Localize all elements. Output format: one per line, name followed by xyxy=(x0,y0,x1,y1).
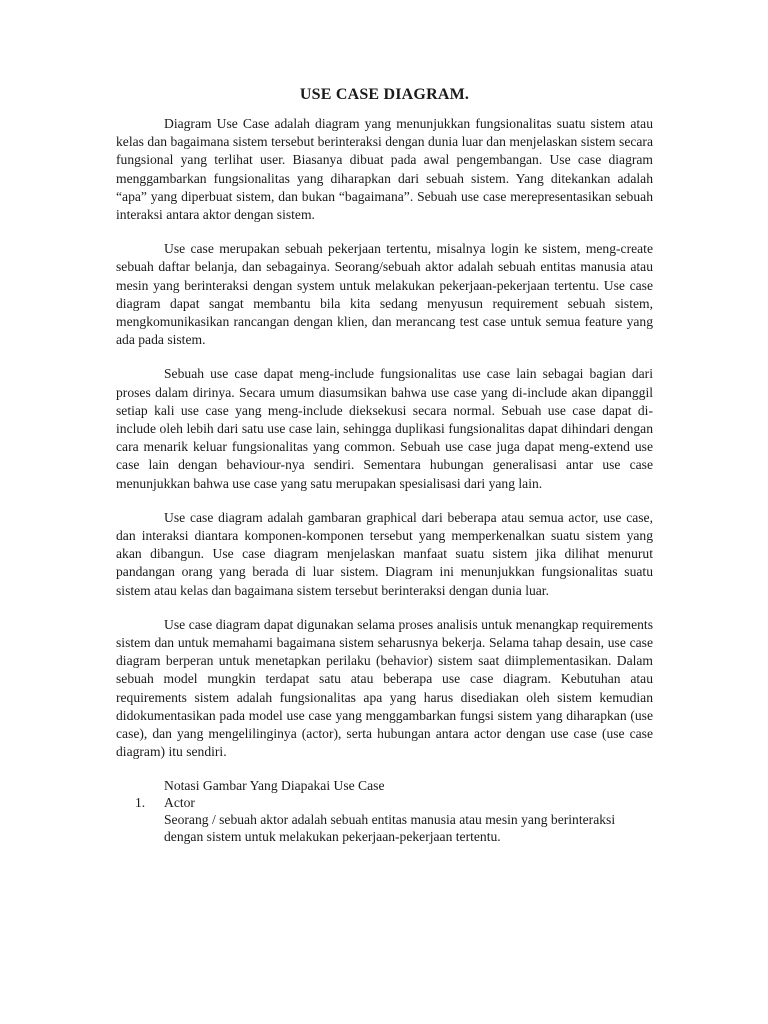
paragraph-1: Diagram Use Case adalah diagram yang menunjukkan fungsionalitas suatu sistem atau kelas dan bagaimana sistem tersebut berinteraksi dengan dunia luar dan menjelaskan sistem secara fungsional yang terlihat user. Biasanya dibuat pada awal pengembangan. Use case diagram menggambarkan fungsionalitas yang diharapkan dari sebuah sistem. Yang ditekankan adalah “apa” yang diperbuat sistem, dan bukan “bagaimana”. Sebuah use case merepresentasikan sebuah interaksi antara aktor dengan sistem. xyxy=(116,116,653,223)
list-item-term: Actor xyxy=(164,794,195,810)
paragraph-4: Use case diagram adalah gambaran graphical dari beberapa atau semua actor, use case, dan interaksi diantara komponen-komponen tersebut yang memperkenalkan suatu sistem yang akan dibangun. Use case diagram menjelaskan manfaat suatu sistem jika dilihat menurut pandangan orang yang berada di luar sistem. Diagram ini menunjukkan fungsionalitas suatu sistem atau kelas dan bagaimana sistem tersebut berinteraksi dengan dunia luar. xyxy=(116,509,653,598)
paragraph-3: Sebuah use case dapat meng-include fungsionalitas use case lain sebagai bagian dari proses dalam dirinya. Secara umum diasumsikan bahwa use case yang di-include akan dipanggil setiap kali use case yang meng-include dieksekusi secara normal. Sebuah use case dapat di-include oleh lebih dari satu use case lain, sehingga duplikasi fungsionalitas dapat dihindari dengan cara menarik keluar fungsionalitas yang common. Sebuah use case juga dapat meng-extend use case lain dengan behaviour-nya sendiri. Sementara hubungan generalisasi antar use case menunjukkan bahwa use case yang satu merupakan spesialisasi dari yang lain. xyxy=(116,366,653,491)
notation-item-actor xyxy=(116,794,653,845)
document-title: USE CASE DIAGRAM. xyxy=(299,86,470,103)
list-item-body xyxy=(164,794,653,845)
list-number: 1. xyxy=(135,794,146,810)
notation-heading: Notasi Gambar Yang Diapakai Use Case xyxy=(164,777,385,793)
notation-section xyxy=(116,777,653,845)
paragraph-5: Use case diagram dapat digunakan selama proses analisis untuk menangkap requirements sistem dan untuk memahami bagaimana sistem seharusnya bekerja. Selama tahap desain, use case diagram berperan untuk menetapkan perilaku (behavior) sistem saat diimplementasikan. Dalam sebuah model mungkin terdapat satu atau beberapa use case diagram. Kebutuhan atau requirements sistem adalah fungsionalitas apa yang harus disediakan oleh sistem kemudian didokumentasikan pada model use case yang menggambarkan fungsi sistem yang diharapkan (use case), dan yang mengelilinginya (actor), serta hubungan antara actor dengan use case (use case diagram) itu sendiri. xyxy=(116,616,653,760)
list-item-description: Seorang / sebuah aktor adalah sebuah entitas manusia atau mesin yang berinteraksi dengan sistem untuk melakukan pekerjaan-pekerjaan tertentu. xyxy=(164,811,616,844)
document-page xyxy=(116,86,653,845)
paragraph-2: Use case merupakan sebuah pekerjaan tertentu, misalnya login ke sistem, meng-create sebuah daftar belanja, dan sebagainya. Seorang/sebuah aktor adalah sebuah entitas manusia atau mesin yang berinteraksi dengan system untuk melakukan pekerjaan-pekerjaan tertentu. Use case diagram dapat sangat membantu bila kita sedang menyusun requirement sebuah sistem, mengkomunikasikan rancangan dengan klien, dan merancang test case untuk semua feature yang ada pada sistem. xyxy=(116,241,653,348)
